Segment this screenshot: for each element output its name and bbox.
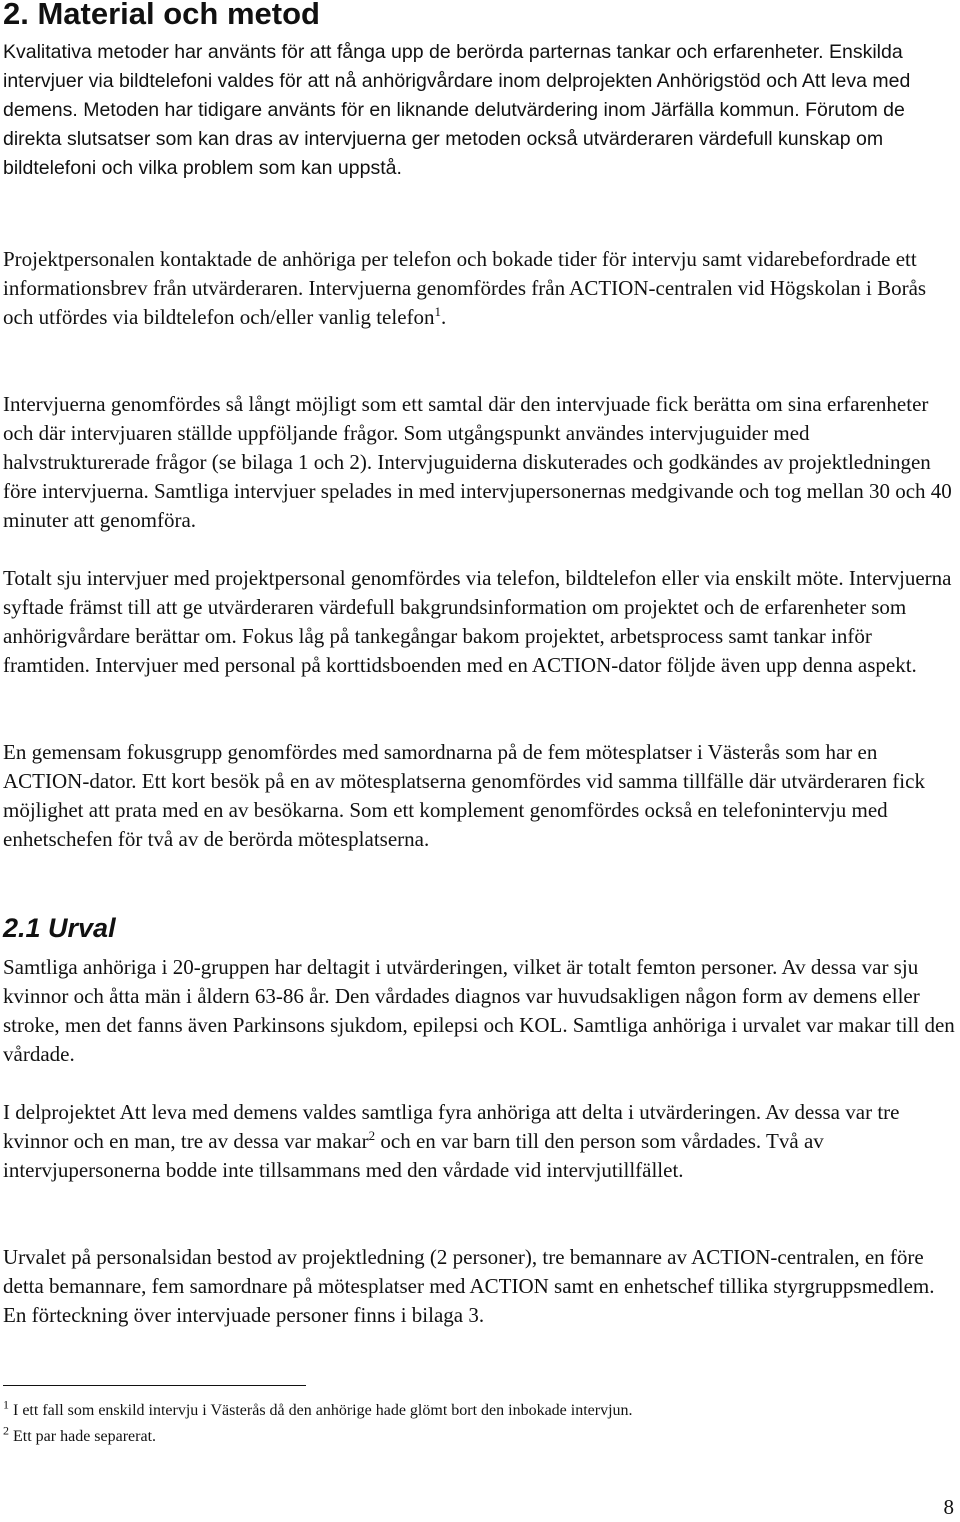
footnote-number: 2 [3, 1423, 9, 1438]
paragraph-text: Projektpersonalen kontaktade de anhöriga per telefon och bokade tider för intervju samt vidarebefordrade ett informationsbrev från utvärderaren. Intervjuerna genomfördes från ACTION-centralen vid Högskolan i Borås och utfördes via bildtelefon och/eller vanlig telefon [3, 247, 927, 329]
paragraph-contact-procedure [3, 245, 959, 332]
footnote-number: 1 [3, 1397, 9, 1412]
page-number: 8 [943, 1495, 954, 1519]
paragraph-staff-interviews: Totalt sju intervjuer med projektpersonal genomfördes via telefon, bildtelefon eller via enskilt möte. Intervjuerna syftade främst till att ge utvärderaren värdefull bakgrundsinformation om projektet och de erfarenheter som anhörigvårdare berättar om. Fokus låg på tankegångar bakom projektet, arbetsprocess samt tankar inför framtiden. Intervjuer med personal på korttidsboenden med en ACTION-dator följde även upp denna aspekt. [3, 566, 952, 677]
footnote-separator [3, 1385, 306, 1386]
footnote-ref-1: 1 [434, 304, 442, 319]
footnote-text: I ett fall som enskild intervju i Västerås då den anhörige hade glömt bort den inbokade intervjun. [9, 1402, 633, 1419]
paragraph-text: I delprojektet Att leva med demens valdes samtliga fyra anhöriga att delta i utvärderingen. Av dessa var tre kvinnor och en man, tre av dessa var makar [3, 1100, 900, 1153]
paragraph-interview-format: Intervjuerna genomfördes så långt möjligt som ett samtal där den intervjuade fick berätta om sina erfarenheter och där intervjuaren ställde uppföljande frågor. Som utgångspunkt användes intervjuguider med halvstrukturerade frågor (se bilaga 1 och 2). Intervjuguiderna diskuterades och godkändes av projektledningen före intervjuerna. Samtliga intervjuer spelades in med intervjupersonernas medgivande och tog mellan 30 och 40 minuter att genomföra. [3, 392, 952, 532]
section-heading: 2. Material och metod [3, 0, 320, 31]
paragraph-selection-dementia [3, 1098, 959, 1185]
footnote-ref-2: 2 [368, 1128, 376, 1143]
paragraph-text-continued: och en var barn till den person som vårdades. Två av intervjupersonerna bodde inte tillsammans med den vårdade vid intervjutillfället. [3, 1129, 824, 1182]
subsection-heading: 2.1 Urval [3, 913, 116, 943]
paragraph-selection-staff: Urvalet på personalsidan bestod av projektledning (2 personer), tre bemannare av ACTION-centralen, en före detta bemannare, fem samordnare på mötesplatser med ACTION samt en enhetschef tillika styrgruppsmedlem. En förteckning över intervjuade personer finns i bilaga 3. [3, 1245, 935, 1327]
footnote-2 [3, 1423, 953, 1447]
paragraph-focus-group: En gemensam fokusgrupp genomfördes med samordnarna på de fem mötesplatser i Västerås som har en ACTION-dator. Ett kort besök på en av mötesplatserna genomfördes vid samma tillfälle där utvärderaren fick möjlighet att prata med en av besökarna. Som ett komplement genomfördes också en telefonintervju med enhetschefen för två av de berörda mötesplatserna. [3, 740, 925, 851]
footnote-text: Ett par hade separerat. [9, 1428, 157, 1445]
paragraph-methods-intro: Kvalitativa metoder har använts för att fånga upp de berörda parternas tankar och erfarenheter. Enskilda intervjuer via bildtelefoni valdes för att nå anhörigvårdare inom delprojekten Anhörigstöd och Att leva med demens. Metoden har tidigare använts för en liknande delutvärdering inom Järfälla kommun. Förutom de direkta slutsatser som kan dras av intervjuerna ger metoden också utvärderaren värdefull kunskap om bildtelefoni och vilka problem som kan uppstå. [3, 41, 911, 179]
footnote-1 [3, 1397, 953, 1421]
paragraph-end: . [441, 305, 447, 329]
paragraph-selection-relatives: Samtliga anhöriga i 20-gruppen har deltagit i utvärderingen, vilket är totalt femton personer. Av dessa var sju kvinnor och åtta män i åldern 63-86 år. Den vårdades diagnos var huvudsakligen någon form av demens eller stroke, men det fanns även Parkinsons sjukdom, epilepsi och KOL. Samtliga anhöriga i urvalet var makar till den vårdade. [3, 955, 955, 1066]
